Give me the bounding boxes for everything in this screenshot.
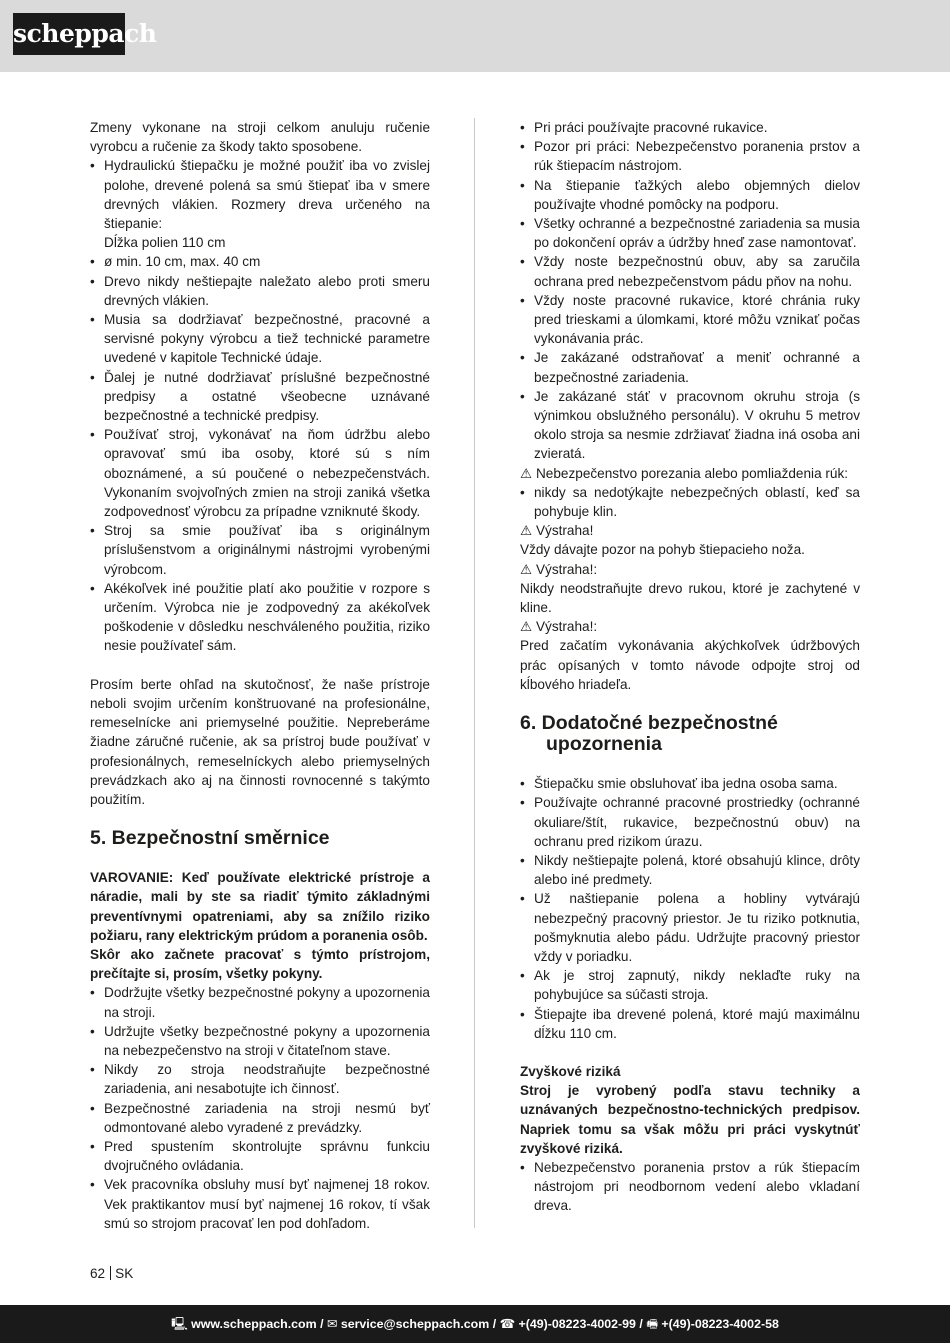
warning-label: ⚠ Výstraha!: <box>520 619 598 635</box>
list-item: • Udržujte všetky bezpečnostné pokyny a upozornenia na nebezpečenstvo na stroji v čitateľnom stave. <box>90 1022 430 1060</box>
scheppach-logo: scheppach <box>13 13 125 55</box>
warning-label: ⚠ Výstraha! <box>520 523 594 539</box>
residual-risks-paragraph: Stroj je vyrobený podľa stavu techniky a uznávaných bezpečnostno-technických predpisov. Napriek tomu sa však môžu pri práci vyskytnúť zvyškové riziká. <box>520 1083 860 1156</box>
page-number <box>90 1266 133 1282</box>
list-item: • Pred spustením skontrolujte správnu funkciu dvojručného ovládania. <box>90 1137 430 1175</box>
list-item: • Vek pracovníka obsluhy musí byť najmenej 18 rokov. Vek praktikantov musí byť najmenej 16 rokov, tí však smú so strojom pracovať len pod dohľadom. <box>90 1175 430 1233</box>
footer-website[interactable]: www.scheppach.com <box>191 1317 317 1331</box>
list-item: • Používajte ochranné pracovné prostriedky (ochranné okuliare/štít, rukavice, bezpečnostnú obuv) na ochranu pred rizikom úrazu. <box>520 793 860 851</box>
work-safety-bullet-list <box>520 118 860 464</box>
list-item: • Pri práci používajte pracovné rukavice. <box>520 118 860 137</box>
warning-text: Nikdy neodstraňujte drevo rukou, ktoré je zachytené v kline. <box>520 580 860 616</box>
list-item: • Hydraulickú štiepačku je možné použiť iba vo zvislej polohe, drevené polená sa smú štiepať iba v smere drevných vlákien. Rozmery dreva určeného na štiepanie: Dĺžka polien 110 cm <box>90 156 430 252</box>
list-item: • Akékoľvek iné použitie platí ako použitie v rozpore s určením. Výrobca nie je zodpovedný za akékoľvek poškodenie v dôsledku neschváleného použitia, riziko nesie používateľ sám. <box>90 579 430 656</box>
header-band <box>0 0 950 72</box>
list-item: • Dodržujte všetky bezpečnostné pokyny a upozornenia na stroji. <box>90 983 430 1021</box>
warning-text: Vždy dávajte pozor na pohyb štiepacieho noža. <box>520 542 805 558</box>
list-item: • Nebezpečenstvo poranenia prstov a rúk štiepacím nástrojom pri neodbornom vedení alebo vkladaní dreva. <box>520 1158 860 1216</box>
page-language: SK <box>115 1266 134 1281</box>
list-item: • Stroj sa smie používať iba s originálnym príslušenstvom a originálnymi nástrojmi vyrobenými výrobcom. <box>90 521 430 579</box>
list-item: • Už naštiepanie polena a hobliny vytvárajú nebezpečný pracovný priestor. Je tu riziko potknutia, pošmyknutia alebo pádu. Udržujte pracovný priestor vždy v poriadku. <box>520 889 860 966</box>
footer-phone: +(49)-08223-4002-99 <box>518 1317 636 1331</box>
phone-icon: ☎ <box>499 1317 516 1331</box>
list-item: • Drevo nikdy neštiepajte naležato alebo proti smeru drevných vlákien. <box>90 272 430 310</box>
right-column <box>520 118 860 1216</box>
column-divider <box>474 118 475 1228</box>
fax-icon: 🖷 <box>646 1317 658 1331</box>
list-item: • Nikdy zo stroja neodstraňujte bezpečnostné zariadenia, ani nesabotujte ich činnosť. <box>90 1060 430 1098</box>
list-item: • Vždy noste pracovné rukavice, ktoré chránia ruky pred trieskami a úlomkami, ktoré môžu vznikať počas vykonávania prác. <box>520 291 860 349</box>
list-item: • Štiepačku smie obsluhovať iba jedna osoba sama. <box>520 774 860 793</box>
list-item: • Štiepajte iba drevené polená, ktoré majú maximálnu dĺžku 110 cm. <box>520 1005 860 1043</box>
list-item: • Bezpečnostné zariadenia na stroji nesmú byť odmontované alebo vyradené z prevádzky. <box>90 1099 430 1137</box>
footer-email[interactable]: service@scheppach.com <box>340 1317 490 1331</box>
safety-bullet-list <box>90 983 430 1233</box>
mail-icon: ✉ <box>326 1317 338 1331</box>
cut-hazard-warning: ⚠ Nebezpečenstvo porezania alebo pomliaždenia rúk: <box>520 465 849 481</box>
warning-paragraph: VAROVANIE: Keď používate elektrické prístroje a náradie, mali by ste sa riadiť týmito základnými preventívnymi opatreniami, aby sa znížilo riziko požiaru, rany elektrickým prúdom a poranenia osôb. <box>90 870 430 943</box>
list-item: • Je zakázané stáť v pracovnom okruhu stroja (s výnimkou obslužného personálu). V okruhu 5 metrov okolo stroja sa nesmie zdržiavať žiadna iná osoba ani zvieratá. <box>520 387 860 464</box>
list-item: • nikdy sa nedotýkajte nebezpečných oblastí, keď sa pohybuje klin. <box>520 483 860 521</box>
additional-safety-list <box>520 774 860 1043</box>
list-item: • Pozor pri práci: Nebezpečenstvo poranenia prstov a rúk štiepacím nástrojom. <box>520 137 860 175</box>
warning-text: Pred začatím vykonávania akýchkoľvek údržbových prác opísaných v tomto návode odpojte stroj od kĺbového hriadeľa. <box>520 638 860 692</box>
cut-hazard-list <box>520 483 860 521</box>
professional-use-paragraph: Prosím berte ohľad na skutočnosť, že naše prístroje neboli svojim určením konštruované na profesionálne, remeselnícke ani priemyselné použitie. Nepreberáme žiadne záručné ručenie, ak sa prístroj bude používať v profesionálnych, remeselníckych alebo priemyselných prevádzkach ako aj na činnosti rovnocenné s takýmto použitím. <box>90 676 430 807</box>
footer-fax: +(49)-08223-4002-58 <box>661 1317 779 1331</box>
list-item: • Nikdy neštiepajte polená, ktoré obsahujú klince, drôty alebo iné predmety. <box>520 851 860 889</box>
computer-icon: 🖳 <box>171 1317 188 1331</box>
list-item: • Používať stroj, vykonávať na ňom údržbu alebo opravovať smú iba osoby, ktoré sú s ním oboznámené, a sú poučené o nebezpečenstvách. Vykonaním svojvoľných zmien na stroji zaniká všetka zodpovednosť výrobcu za prípadne vzniknuté škody. <box>90 425 430 521</box>
list-item: • Ďalej je nutné dodržiavať príslušné bezpečnostné predpisy a ostatné všeobecne uznávané bezpečnostné a technické predpisy. <box>90 368 430 426</box>
list-item: • Musia sa dodržiavať bezpečnostné, pracovné a servisné pokyny výrobcu a tiež technické parametre uvedené v kapitole Technické údaje. <box>90 310 430 368</box>
list-item: • Všetky ochranné a bezpečnostné zariadenia sa musia po dokončení opráv a údržby hneď zase namontovať. <box>520 214 860 252</box>
warning-label: ⚠ Výstraha!: <box>520 561 598 577</box>
list-item: • Ak je stroj zapnutý, nikdy neklaďte ruky na pohybujúce sa súčasti stroja. <box>520 966 860 1004</box>
list-item: • Vždy noste bezpečnostnú obuv, aby sa zaručila ochrana pred nebezpečenstvom pádu pňov na nohu. <box>520 252 860 290</box>
list-item: • ø min. 10 cm, max. 40 cm <box>90 252 430 271</box>
residual-risks-heading: Zvyškové riziká <box>520 1063 621 1079</box>
section-5-heading: 5. Bezpečnostní směrnice <box>90 827 330 850</box>
list-item: • Je zakázané odstraňovať a meniť ochranné a bezpečnostné zariadenia. <box>520 348 860 386</box>
footer-bar: 🖳 www.scheppach.com / ✉ service@scheppach.com / ☎ +(49)-08223-4002-99 / 🖷 +(49)-08223-4002-58 <box>0 1305 950 1343</box>
read-instructions-paragraph: Skôr ako začnete pracovať s týmto prístrojom, prečítajte si, prosím, všetky pokyny. <box>90 946 430 982</box>
list-item: • Na štiepanie ťažkých alebo objemných dielov používajte vhodné pomôcky na podporu. <box>520 176 860 214</box>
intro-paragraph: Zmeny vykonane na stroji celkom anuluju ručenie vyrobcu a ručenie za škody takto sposobene. <box>90 120 430 155</box>
usage-bullet-list <box>90 156 430 655</box>
residual-risks-list <box>520 1158 860 1216</box>
left-column <box>90 118 430 1233</box>
page-number-value: 62 <box>90 1266 106 1281</box>
section-6-heading: 6. Dodatočné bezpečnostné upozornenia <box>520 712 778 756</box>
